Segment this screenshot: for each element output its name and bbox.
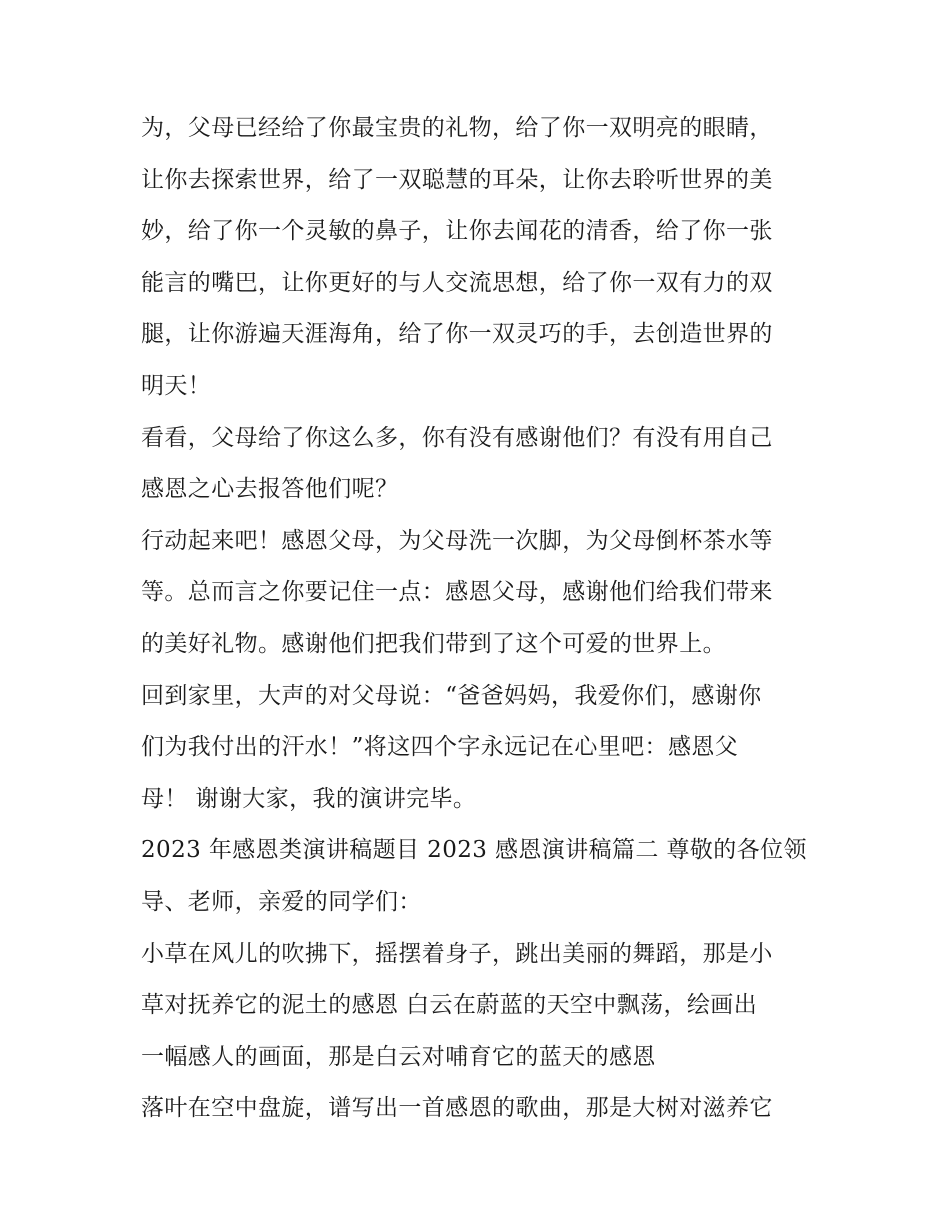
text-line: 导、老师，亲爱的同学们： xyxy=(141,888,422,915)
text-line: 回到家里，大声的对父母说：“爸爸妈妈，我爱你们，感谢你 xyxy=(141,682,762,709)
text-line: 落叶在空中盘旋，谱写出一首感恩的歌曲，那是大树对滋养它 xyxy=(141,1095,773,1122)
text-line: 让你去探索世界，给了一双聪慧的耳朵，让你去聆听世界的美 xyxy=(141,166,773,193)
text-line: 行动起来吧！感恩父母，为父母洗一次脚，为父母倒杯茶水等 xyxy=(141,527,773,554)
text-line: 一幅感人的画面，那是白云对哺育它的蓝天的感恩 xyxy=(141,1043,656,1070)
text-line: 草对抚养它的泥土的感恩 白云在蔚蓝的天空中飘荡，绘画出 xyxy=(141,992,758,1019)
text-line: 能言的嘴巴，让你更好的与人交流思想，给了你一双有力的双 xyxy=(141,269,773,296)
text-line: 妙，给了你一个灵敏的鼻子，让你去闻花的清香，给了你一张 xyxy=(141,218,773,245)
text-line: 的美好礼物。感谢他们把我们带到了这个可爱的世界上。 xyxy=(141,630,726,657)
text-line: 感恩之心去报答他们呢？ xyxy=(141,476,399,503)
text-line: 腿，让你游遍天涯海角，给了你一双灵巧的手，去创造世界的 xyxy=(141,321,773,348)
text-line: 等。总而言之你要记住一点：感恩父母，感谢他们给我们带来 xyxy=(141,579,773,606)
text-line: 为，父母已经给了你最宝贵的礼物，给了你一双明亮的眼睛， xyxy=(141,115,773,141)
text-line: 看看，父母给了你这么多，你有没有感谢他们？有没有用自己 xyxy=(141,424,773,451)
text-line: 2023 年感恩类演讲稿题目 2023 感恩演讲稿篇二 尊敬的各位领 xyxy=(141,837,807,864)
text-line: 小草在风儿的吹拂下，摇摆着身子，跳出美丽的舞蹈，那是小 xyxy=(141,940,773,967)
text-line: 明天！ xyxy=(141,372,212,399)
text-line: 们为我付出的汗水！”将这四个字永远记在心里吧：感恩父 xyxy=(141,734,739,761)
document-body xyxy=(141,103,821,1135)
text-line: 母！ 谢谢大家，我的演讲完毕。 xyxy=(141,785,477,812)
